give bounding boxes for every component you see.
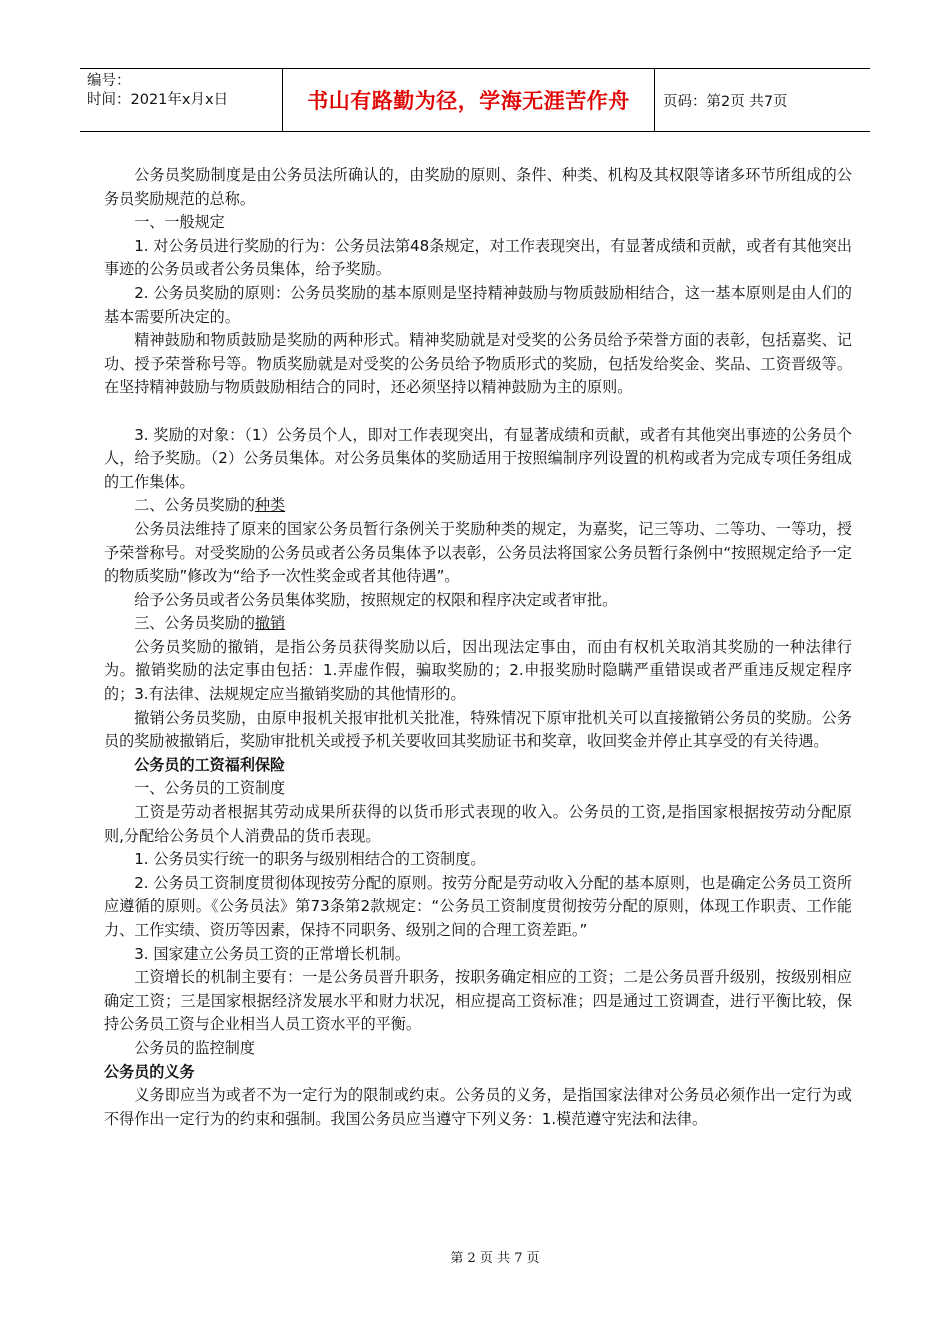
paragraph: 公务员奖励制度是由公务员法所确认的，由奖励的原则、条件、种类、机构及其权限等诸多环节所组成的公务员奖励规范的总称。 [104, 166, 852, 208]
paragraph: 撤销公务员奖励，由原申报机关报审批机关批准，特殊情况下原审批机关可以直接撤销公务员的奖励。公务员的奖励被撤销后，奖励审批机关或授予机关要收回其奖励证书和奖章，收回奖金并停止其享受的有关待遇。 [104, 708, 852, 751]
section-heading [104, 612, 852, 636]
chapter-heading: 公务员的义务 [104, 1062, 195, 1081]
paragraph: 2. 公务员工资制度贯彻体现按劳分配的原则。按劳分配是劳动收入分配的基本原则，也是确定公务员工资所应遵循的原则。《公务员法》第73条第2款规定：“公务员工资制度贯彻按劳分配的原则，体现工作职责、工作能力、工作实绩、资历等因素，保持不同职务、级别之间的合理工资差距。” [104, 873, 852, 939]
heading-prefix: 二、公务员奖励的 [134, 496, 255, 515]
paragraph: 3. 奖励的对象：（1）公务员个人，即对工作表现突出，有显著成绩和贡献，或者有其他突出事迹的公务员个人，给予奖励。（2）公务员集体。对公务员集体的奖励适用于按照编制序列设置的机构或者为完成专项任务组成的工作集体。 [104, 425, 852, 491]
heading-prefix: 三、公务员奖励的 [134, 614, 255, 633]
header-motto: 书山有路勤为径，学海无涯苦作舟 [283, 69, 655, 131]
document-body [104, 164, 852, 1131]
underlined-term: 种类 [254, 496, 286, 515]
section-heading: 公务员的监控制度 [134, 1038, 255, 1057]
paragraph: 1. 公务员实行统一的职务与级别相结合的工资制度。 [134, 850, 486, 869]
paragraph: 2. 公务员奖励的原则：公务员奖励的基本原则是坚持精神鼓励与物质鼓励相结合，这一基本原则是由人们的基本需要所决定的。 [104, 283, 852, 326]
page-footer: 第 2 页 共 7 页 [450, 1251, 540, 1266]
section-heading [104, 494, 852, 518]
paragraph: 1. 对公务员进行奖励的行为：公务员法第48条规定，对工作表现突出，有显著成绩和贡献，或者有其他突出事迹的公务员或者公务员集体，给予奖励。 [104, 236, 852, 279]
section-heading: 一、一般规定 [134, 213, 225, 232]
underlined-term: 撤销 [254, 614, 286, 633]
paragraph: 公务员法维持了原来的国家公务员暂行条例关于奖励种类的规定，为嘉奖，记三等功、二等功、一等功，授予荣誉称号。对受奖励的公务员或者公务员集体予以表彰，公务员法将国家公务员暂行条例中“按照规定给予一定的物质奖励”修改为“给予一次性奖金或者其他待遇”。 [104, 519, 852, 586]
paragraph: 公务员奖励的撤销，是指公务员获得奖励以后，因出现法定事由，而由有权机关取消其奖励的一种法律行为。撤销奖励的法定事由包括：1.弄虚作假，骗取奖励的；2.申报奖励时隐瞒严重错误或者严重违反规定程序的；3.有法律、法规规定应当撤销奖励的其他情形的。 [104, 637, 852, 704]
paragraph: 给予公务员或者公务员集体奖励，按照规定的权限和程序决定或者审批。 [134, 590, 618, 609]
paragraph: 精神鼓励和物质鼓励是奖励的两种形式。精神奖励就是对受奖的公务员给予荣誉方面的表彰，包括嘉奖、记功、授予荣誉称号等。物质奖励就是对受奖的公务员给予物质形式的奖励，包括发给奖金、奖品、工资晋级等。在坚持精神鼓励与物质鼓励相结合的同时，还必须坚持以精神鼓励为主的原则。 [104, 331, 852, 397]
header-page-label: 页码：第2页 共7页 [663, 93, 788, 110]
paragraph: 工资增长的机制主要有：一是公务员晋升职务，按职务确定相应的工资；二是公务员晋升级别，按级别相应确定工资；三是国家根据经济发展水平和财力状况，相应提高工资标准；四是通过工资调查，进行平衡比较，保持公务员工资与企业相当人员工资水平的平衡。 [104, 968, 852, 1034]
paragraph: 3. 国家建立公务员工资的正常增长机制。 [134, 944, 410, 963]
paragraph: 义务即应当为或者不为一定行为的限制或约束。公务员的义务，是指国家法律对公务员必须作出一定行为或不得作出一定行为的约束和强制。我国公务员应当遵守下列义务：1.模范遵守宪法和法律。 [104, 1086, 852, 1128]
page-header [80, 68, 870, 132]
section-heading: 一、公务员的工资制度 [134, 779, 286, 798]
paragraph: 工资是劳动者根据其劳动成果所获得的以货币形式表现的收入。公务员的工资,是指国家根据按劳动分配原则,分配给公务员个人消费品的货币表现。 [104, 803, 852, 845]
chapter-heading: 公务员的工资福利保险 [134, 755, 286, 774]
header-number-label: 编号： [87, 73, 131, 89]
header-date-label: 时间：2021年x月x日 [87, 92, 229, 108]
header-meta [80, 69, 283, 131]
